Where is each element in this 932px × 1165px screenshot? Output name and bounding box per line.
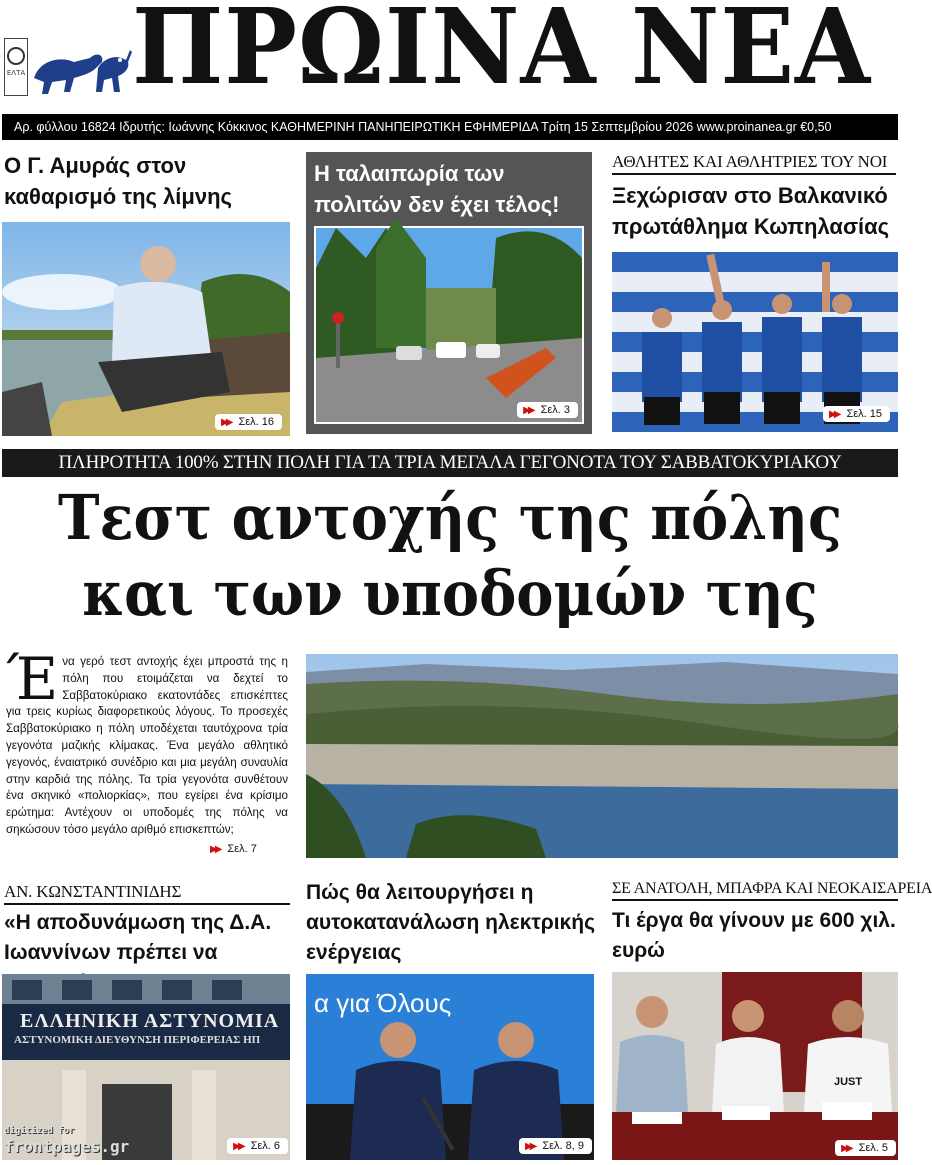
red-arrow-icon: ▶▶ xyxy=(829,408,839,420)
headline-line-2: και των υποδομών της xyxy=(82,557,818,630)
story-amyras-photo xyxy=(2,222,290,436)
main-story-body xyxy=(6,645,288,839)
red-arrow-icon: ▶▶ xyxy=(233,1140,243,1152)
badge-text: ΕΛΤΑ xyxy=(6,69,26,77)
red-arrow-icon: ▶▶ xyxy=(524,1140,535,1152)
story-rowing-photo xyxy=(612,252,898,432)
page-ref-7[interactable]: ▶▶ Σελ. 7 xyxy=(210,843,257,855)
page-ref-8-9[interactable]: ▶▶ Σελ. 8, 9 xyxy=(519,1138,592,1154)
postage-seal-icon xyxy=(7,47,25,65)
newspaper-title: ΠΡΩΙΝΑ ΝΕΑ xyxy=(132,0,872,108)
page-ref-16[interactable]: ▶▶ Σελ. 16 xyxy=(215,414,282,430)
drop-cap: Έ xyxy=(6,645,59,713)
police-sign-subtext: ΑΣΤΥΝΟΜΙΚΗ ΔΙΕΥΘΥΝΣΗ ΠΕΡΙΦΕΡΕΙΑΣ ΗΠ xyxy=(14,1034,261,1046)
page-ref-15[interactable]: ▶▶ Σελ. 15 xyxy=(823,406,890,422)
story-police-title[interactable]: «Η αποδυνάμωση της Δ.Α. Ιωαννίνων πρέπει να xyxy=(4,911,272,964)
city-panorama-photo xyxy=(306,654,898,858)
story-amyras-title[interactable]: Ο Γ. Αμυράς στον καθαρισμό της λίμνης xyxy=(4,153,232,209)
frontpages-watermark: digitized for frontpages.gr xyxy=(4,1126,130,1156)
red-arrow-icon: ▶▶ xyxy=(523,404,533,416)
story-commuters-title: Η ταλαιπωρία των πολιτών δεν έχει τέλος! xyxy=(314,161,560,217)
page-ref-6[interactable]: ▶▶ Σελ. 6 xyxy=(227,1138,288,1154)
story-works-photo xyxy=(612,972,898,1160)
elta-badge xyxy=(4,38,28,96)
story-energy-title[interactable]: Πώς θα λειτουργήσει η αυτοκατανάλωση ηλεκτρικής ενέργειας xyxy=(306,881,595,964)
energy-backdrop-text: α για Όλους xyxy=(314,988,452,1018)
red-arrow-icon: ▶▶ xyxy=(221,416,231,428)
story-commuters-photo xyxy=(314,226,584,424)
main-story-banner: ΠΛΗΡΟΤΗΤΑ 100% ΣΤΗΝ ΠΟΛΗ ΓΙΑ ΤΑ ΤΡΙΑ ΜΕΓΑΛΑ ΓΕΓΟΝΟΤΑ ΤΟΥ ΣΑΒΒΑΤΟΚΥΡΙΑΚΟΥ xyxy=(2,449,898,477)
page-ref-3[interactable]: ▶▶ Σελ. 3 xyxy=(517,402,578,418)
headline-line-1: Τεστ αντοχής της πόλης xyxy=(58,481,842,554)
story-rowing-title[interactable]: Ξεχώρισαν στο Βαλκανικό πρωτάθλημα Κωπηλασίας xyxy=(612,183,890,239)
police-sign-text: ΕΛΛΗΝΙΚΗ ΑΣΤΥΝΟΜΙΑ xyxy=(20,1010,280,1032)
red-arrow-icon: ▶▶ xyxy=(210,843,220,855)
page-ref-5[interactable]: ▶▶ Σελ. 5 xyxy=(835,1140,896,1156)
story-police-kicker: ΑΝ. ΚΩΝΣΤΑΝΤΙΝΙΔΗΣ xyxy=(4,882,290,905)
story-works-kicker: ΣΕ ΑΝΑΤΟΛΗ, ΜΠΑΦΡΑ ΚΑΙ ΝΕΟΚΑΙΣΑΡΕΙΑ xyxy=(612,880,898,901)
story-energy-photo xyxy=(306,974,594,1160)
story-rowing-kicker: ΑΘΛΗΤΕΣ ΚΑΙ ΑΘΛΗΤΡΙΕΣ ΤΟΥ ΝΟΙ xyxy=(612,152,896,175)
masthead xyxy=(0,0,900,134)
logo-animals-icon xyxy=(30,38,134,96)
main-story-text: να γερό τεστ αντοχής έχει μπροστά της η πόλη που ετοιμάζεται να δεχτεί το Σαββατοκύριακο εκατοντάδες επισκέπτες για τρεις κυρίως διαφορετικούς λόγους. Το προσεχές Σαββατοκύριακο η πόλη υποδέχεται ταυτόχρονα τρία γεγονότα μαζικής κλίμακας. Ένα μεγάλο αθλητικό γεγονός, έναιατρικό συνέδριο και μια μεγάλη συναυλία στην καρδιά της πόλης. Τα τρία γεγονότα συνθέτουν ένα σκηνικό «πολιορκίας», που εγείρει ένα κρίσιμο ερώτημα: Αντέχουν οι υποδομές της πόλης να σηκώσουν τόσο μεγάλο αριθμό επισκεπτών; xyxy=(6,655,288,836)
story-commuters-box[interactable] xyxy=(306,152,592,434)
tshirt-text: JUST xyxy=(834,1076,863,1088)
main-headline[interactable] xyxy=(0,480,900,632)
red-arrow-icon: ▶▶ xyxy=(841,1142,851,1154)
story-works-title[interactable]: Τι έργα θα γίνουν με 600 χιλ. ευρώ xyxy=(612,909,896,962)
issue-info-bar: Αρ. φύλλου 16824 Ιδρυτής: Ιωάννης Κόκκινος ΚΑΘΗΜΕΡΙΝΗ ΠΑΝΗΠΕΙΡΩΤΙΚΗ ΕΦΗΜΕΡΙΔΑ Τρίτη 15 Σεπτεμβρίου 2026 www.proinanea.gr €0,50 xyxy=(2,114,898,140)
